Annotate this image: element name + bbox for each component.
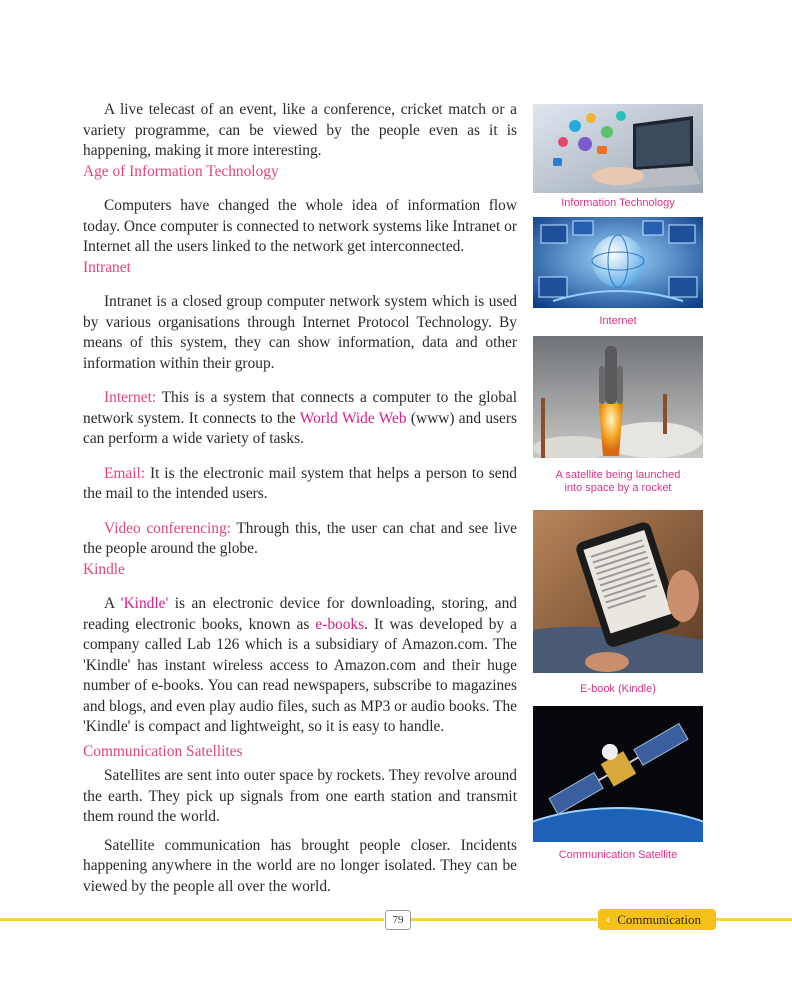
caption-internet: Internet <box>599 315 637 327</box>
figure-rocket-launch <box>533 336 703 495</box>
satellite-image <box>533 706 703 842</box>
laptop-icons-illustration <box>533 104 703 193</box>
rocket-launch-illustration <box>533 336 703 458</box>
caption-kindle: E-book (Kindle) <box>580 683 656 695</box>
main-text-column <box>83 100 517 897</box>
information-technology-image <box>533 104 703 193</box>
paragraph-internet: Internet: This is a system that connects a computer to the global network system. It connects to the World Wide Web (www) and users can perform a wide variety of tasks. <box>83 389 517 447</box>
term-email: Email: <box>104 464 146 482</box>
term-kindle: 'Kindle' <box>120 595 169 612</box>
kindle-reader-illustration <box>533 510 703 673</box>
figure-communication-satellite <box>533 706 703 862</box>
internet-image <box>533 217 703 308</box>
figure-internet <box>533 217 703 328</box>
paragraph-information-flow: Computers have changed the whole idea of information flow today. Once computer is connected to network systems like Intranet or Internet all the users linked to the network get interconnected. <box>83 197 517 255</box>
heading-kindle: Kindle <box>83 560 125 578</box>
footer-rule-right <box>716 918 792 921</box>
satellite-illustration <box>533 706 703 842</box>
heading-intranet: Intranet <box>83 258 131 276</box>
term-video-conferencing: Video conferencing: <box>104 519 231 537</box>
globe-network-illustration <box>533 217 703 308</box>
caption-communication-satellite: Communication Satellite <box>558 849 678 861</box>
paragraph-live-telecast: A live telecast of an event, like a conference, cricket match or a variety programme, can be viewed by the people even as it is happening, making it more interesting. <box>83 101 517 159</box>
paragraph-kindle: A 'Kindle' is an electronic device for downloading, storing, and reading electronic books, known as e-books. It was developed by a company called Lab 126 which is a subsidiary of Amazon.com. The 'Kindle' has instant wireless access to Amazon.com and their huge number of e-books. You can read newspapers, subscribe to magazines and blogs, and even play audio files, such as MP3 or audio books. The 'Kindle' is compact and lightweight, so it is easy to handle. <box>83 595 518 735</box>
term-internet: Internet: <box>104 389 157 406</box>
heading-age-of-it: Age of Information Technology <box>83 162 279 180</box>
figure-kindle <box>533 510 703 696</box>
paragraph-satellites-1: Satellites are sent into outer space by rockets. They revolve around the earth. They pick up signals from one earth station and transmit them round the world. <box>83 767 517 825</box>
term-world-wide-web: World Wide Web <box>299 409 407 427</box>
footer-rule-left <box>0 918 384 921</box>
chevron-left-icon: ‹ <box>606 913 612 928</box>
term-e-books: e-books <box>315 615 365 633</box>
page-number: 79 <box>385 910 411 930</box>
caption-rocket-launch: A satellite being launched into space by a rocket <box>555 469 681 494</box>
caption-information-technology: Information Technology <box>561 197 675 209</box>
footer-rule-middle <box>411 918 597 921</box>
chapter-tab <box>598 909 716 930</box>
paragraph-satellites-2: Satellite communication has brought people closer. Incidents happening anywhere in the world are no longer isolated. They can be viewed by the people all over the world. <box>83 836 517 895</box>
figure-information-technology <box>533 104 703 210</box>
rocket-launch-image <box>533 336 703 458</box>
heading-communication-satellites: Communication Satellites <box>83 742 243 760</box>
chapter-title: Communication <box>617 912 701 927</box>
paragraph-video-conferencing: Video conferencing: Through this, the user can chat and see live the people around the globe. <box>83 519 518 557</box>
paragraph-intranet: Intranet is a closed group computer network system which is used by various organisations through Internet Protocol Technology. By means of this system, they can show information, data and other information within their group. <box>83 293 517 372</box>
kindle-image <box>533 510 703 673</box>
paragraph-email: Email: It is the electronic mail system that helps a person to send the mail to the intended users. <box>83 464 517 502</box>
